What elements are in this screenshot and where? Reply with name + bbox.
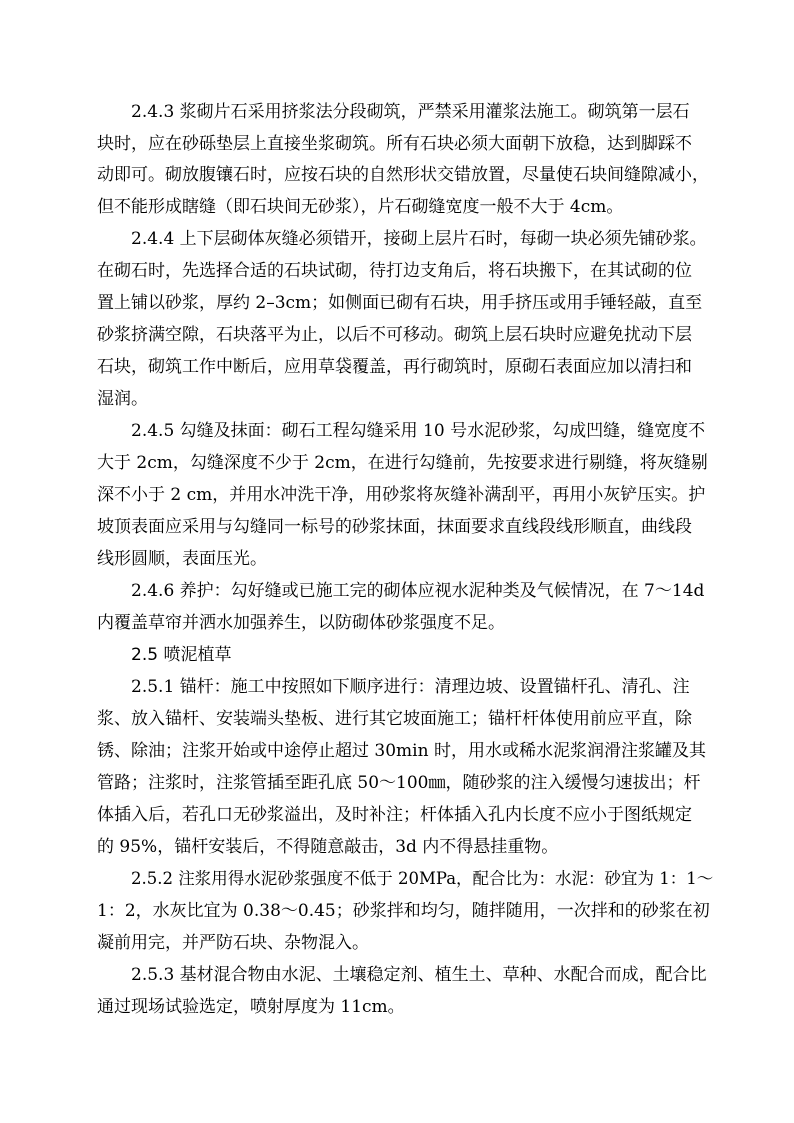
paragraph-2-4-5-line-5: 线形圆顺，表面压光。 — [97, 549, 267, 569]
paragraph-2-4-3-line-3: 动即可。砌放腹镶石时，应按石块的自然形状交错放置，尽量使石块间缝隙减小， — [97, 165, 709, 185]
paragraph-2-5-1-line-4: 管路；注浆时，注浆管插至距孔底 50～100㎜，随砂浆的注入缓慢匀速拔出；杆 — [97, 773, 701, 793]
paragraph-2-4-5-line-1: 2.4.5 勾缝及抹面：砌石工程勾缝采用 10 号水泥砂浆，勾成凹缝，缝宽度不 — [131, 421, 706, 441]
paragraph-2-4-5-line-3: 深不小于 2 cm，并用水冲洗干净，用砂浆将灰缝补满刮平，再用小灰铲压实。护 — [97, 485, 706, 505]
section-heading-2-5: 2.5 喷泥植草 — [131, 645, 232, 665]
paragraph-2-5-2-line-2: 1：2，水灰比宜为 0.38～0.45；砂浆拌和均匀，随拌随用，一次拌和的砂浆在初 — [97, 901, 710, 921]
paragraph-2-4-3-line-2: 块时，应在砂砾垫层上直接坐浆砌筑。所有石块必须大面朝下放稳，达到脚踩不 — [97, 134, 692, 154]
paragraph-2-5-3-line-2: 通过现场试验选定，喷射厚度为 11cm。 — [97, 997, 405, 1017]
paragraph-2-4-4-line-2: 在砌石时，先选择合适的石块试砌，待打边支角后，将石块搬下，在其试砌的位 — [97, 261, 692, 281]
paragraph-2-4-3-line-4: 但不能形成瞎缝（即石块间无砂浆），片石砌缝宽度一般不大于 4cm。 — [97, 197, 624, 217]
paragraph-2-4-6-line-1: 2.4.6 养护：勾好缝或已施工完的砌体应视水泥种类及气候情况，在 7～14d — [131, 581, 705, 601]
paragraph-2-5-1-line-2: 浆、放入锚杆、安装端头垫板、进行其它坡面施工；锚杆杆体使用前应平直，除 — [97, 709, 692, 729]
paragraph-2-5-1-line-6: 的 95%，锚杆安装后，不得随意敲击，3d 内不得悬挂重物。 — [97, 837, 559, 857]
paragraph-2-4-3-line-1: 2.4.3 浆砌片石采用挤浆法分段砌筑，严禁采用灌浆法施工。砌筑第一层石 — [131, 102, 690, 122]
paragraph-2-5-2-line-1: 2.5.2 注浆用得水泥砂浆强度不低于 20MPa，配合比为：水泥：砂宜为 1：1～ — [131, 869, 714, 888]
paragraph-2-5-1-line-5: 体插入后，若孔口无砂浆溢出，及时补注；杆体插入孔内长度不应小于图纸规定 — [97, 805, 692, 825]
paragraph-2-4-5-line-4: 坡顶表面应采用与勾缝同一标号的砂浆抹面，抹面要求直线段线形顺直，曲线段 — [97, 517, 692, 537]
paragraph-2-4-5-line-2: 大于 2cm，勾缝深度不少于 2cm，在进行勾缝前，先按要求进行剔缝，将灰缝剔 — [97, 453, 708, 473]
paragraph-2-4-6-line-2: 内覆盖草帘并洒水加强养生，以防砌体砂浆强度不足。 — [97, 613, 505, 633]
paragraph-2-4-4-line-3: 置上铺以砂浆，厚约 2–3cm；如侧面已砌有石块，用手挤压或用手锤轻敲，直至 — [97, 293, 703, 313]
paragraph-2-4-4-line-4: 砂浆挤满空隙，石块落平为止，以后不可移动。砌筑上层石块时应避免扰动下层 — [97, 325, 692, 345]
paragraph-2-4-4-line-1: 2.4.4 上下层砌体灰缝必须错开，接砌上层片石时，每砌一块必须先铺砂浆。 — [131, 229, 707, 249]
paragraph-2-5-2-line-3: 凝前用完，并严防石块、杂物混入。 — [97, 933, 369, 953]
paragraph-2-5-3-line-1: 2.5.3 基材混合物由水泥、土壤稳定剂、植生土、草种、水配合而成，配合比 — [131, 965, 707, 985]
paragraph-2-5-1-line-3: 锈、除油；注浆开始或中途停止超过 30min 时，用水或稀水泥浆润滑注浆罐及其 — [97, 741, 706, 761]
paragraph-2-4-4-line-5: 石块，砌筑工作中断后，应用草袋覆盖，再行砌筑时，原砌石表面应加以清扫和 — [97, 357, 692, 377]
paragraph-2-5-1-line-1: 2.5.1 锚杆：施工中按照如下顺序进行：清理边坡、设置锚杆孔、清孔、注 — [131, 677, 690, 697]
paragraph-2-4-4-line-6: 湿润。 — [97, 389, 148, 409]
